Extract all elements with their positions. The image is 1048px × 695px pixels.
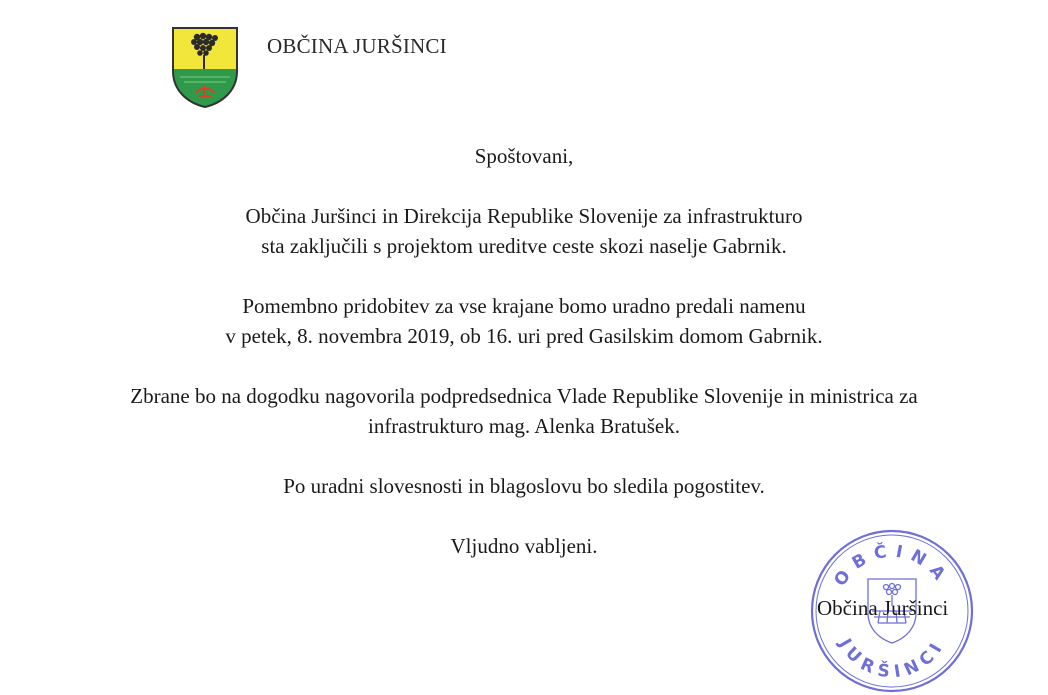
- stamp-bottom-text: JURŠINCI: [834, 635, 950, 683]
- letter-body: [0, 141, 1048, 591]
- paragraph-line: v petek, 8. novembra 2019, ob 16. uri pred Gasilskim domom Gabrnik.: [225, 324, 823, 348]
- paragraph-line: Občina Juršinci in Direkcija Republike Slovenije za infrastrukturo: [245, 204, 803, 228]
- paragraph-line: Pomembno pridobitev za vse krajane bomo uradno predali namenu: [242, 294, 806, 318]
- paragraph-line: Zbrane bo na dogodku nagovorila podpredsednica Vlade Republike Slovenije in ministrica za: [130, 384, 918, 408]
- paragraph-line: sta zaključili s projektom ureditve ceste skozi naselje Gabrnik.: [261, 234, 787, 258]
- stamp-top-text: OBČINA: [830, 541, 954, 591]
- paragraph-line: Po uradni slovesnosti in blagoslovu bo sledila pogostitev.: [283, 474, 765, 498]
- paragraph-line: infrastrukturo mag. Alenka Bratušek.: [367, 414, 680, 438]
- closing: Vljudno vabljeni.: [450, 534, 598, 558]
- coat-of-arms-icon: [170, 25, 240, 109]
- signature: Občina Juršinci: [817, 596, 949, 620]
- paragraph-3: [0, 381, 1048, 441]
- salutation: Spoštovani,: [474, 144, 574, 168]
- municipality-name: OBČINA JURŠINCI: [267, 34, 447, 58]
- paragraph-1: [0, 201, 1048, 261]
- paragraph-4: [0, 471, 1048, 501]
- paragraph-2: [0, 291, 1048, 351]
